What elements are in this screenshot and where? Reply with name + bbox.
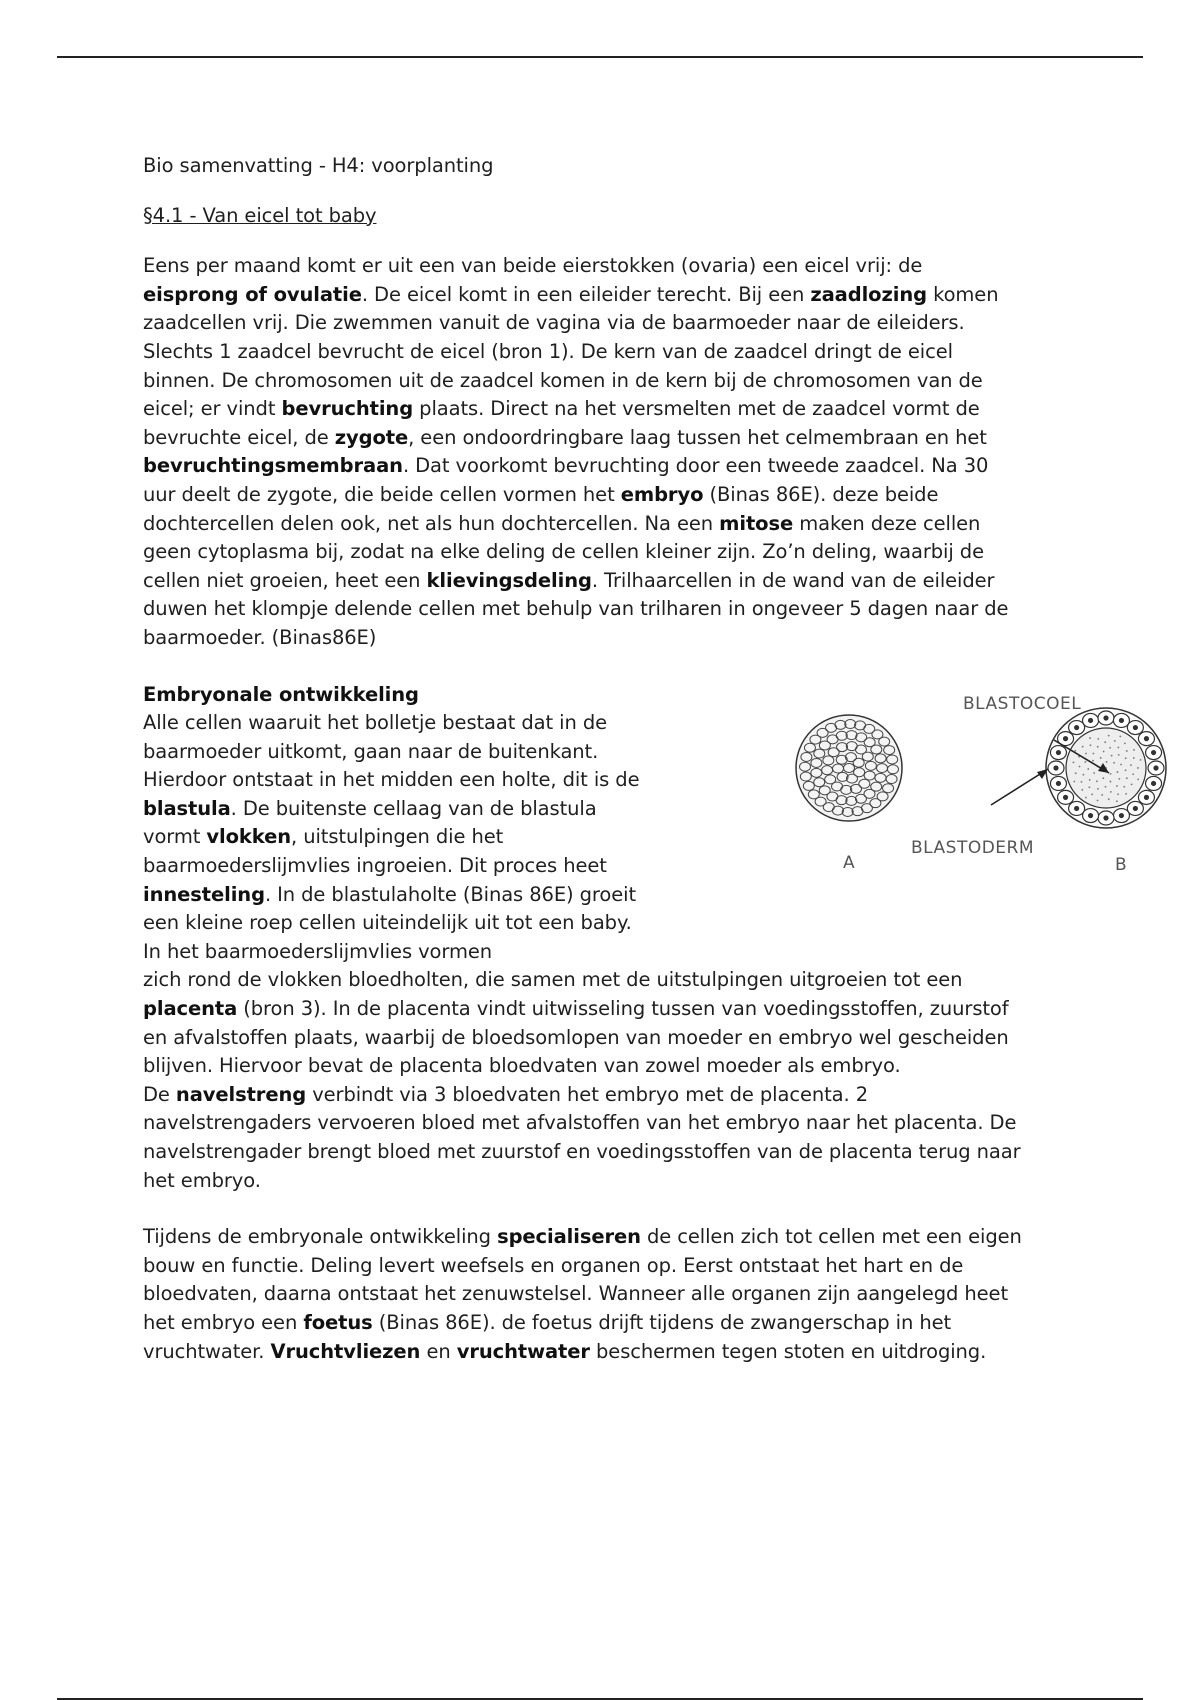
paragraph-placenta: zich rond de vlokken bloedholten, die samen met de uitstulpingen uitgroeien tot een placenta (bron 3). In de placenta vindt uitwisseling tussen van voedingsstoffen, zuurstof en afvalstoffen plaats, waarbij de bloedsomlopen van moeder en embryo wel gescheiden blijven. Hiervoor bevat de placenta bloedvaten van zowel moeder als embryo. xyxy=(143,968,1009,1078)
document-title: Bio samenvatting - H4: voorplanting xyxy=(143,154,494,177)
paragraph-specialisatie: Tijdens de embryonale ontwikkeling specialiseren de cellen zich tot cellen met een eigen bouw en functie. Deling levert weefsels en organen op. Eerst ontstaat het hart en de bloedvaten, daarna ontstaat het zenuwstelsel. Wanneer alle organen zijn aangelegd heet het embryo een foetus (Binas 86E). de foetus drijft tijdens de zwangerschap in het vruchtwater. Vruchtvliezen en vruchtwater beschermen tegen stoten en uitdroging. xyxy=(143,1225,1022,1363)
paragraph-blastula: Alle cellen waaruit het bolletje bestaat dat in de baarmoeder uitkomt, gaan naar de buitenkant. Hierdoor ontstaat in het midden een holte, dit is de blastula. De buitenste cellaag van de blastula vormt vlokken, uitstulpingen die het baarmoederslijmvlies ingroeien. Dit proces heet innesteling. In de blastulaholte (Binas 86E) groeit een kleine roep cellen uiteindelijk uit tot een baby. In het baarmoederslijmvlies vormen xyxy=(143,711,640,963)
morula-illustration xyxy=(796,715,902,821)
paragraph-bevruchting: Eens per maand komt er uit een van beide eierstokken (ovaria) een eicel vrij: de eisprong of ovulatie. De eicel komt in een eileider terecht. Bij een zaadlozing komen zaadcellen vrij. Die zwemmen vanuit de vagina via de baarmoeder naar de eileiders. Slechts 1 zaadcel bevrucht de eicel (bron 1). De kern van de zaadcel dringt de eicel binnen. De chromosomen uit de zaadcel komen in de kern bij de chromosomen van de eicel; er vindt bevruchting plaats. Direct na het versmelten met de zaadcel vormt de bevruchte eicel, de zygote, een ondoordringbare laag tussen het celmembraan en het bevruchtingsmembraan. Dat voorkomt bevruchting door een tweede zaadcel. Na 30 uur deelt de zygote, die beide cellen vormen het embryo (Binas 86E). deze beide dochtercellen delen ook, net als hun dochtercellen. Na een mitose maken deze cellen geen cytoplasma bij, zodat na elke deling de cellen kleiner zijn. Zo’n deling, waarbij de cellen niet groeien, heet een klievingsdeling. Trilhaarcellen in de wand van de eileider duwen het klompje delende cellen met behulp van trilharen in ongeveer 5 dagen naar de baarmoeder. (Binas86E) xyxy=(143,254,1009,649)
section-heading: §4.1 - Van eicel tot baby xyxy=(143,203,377,227)
label-blastoderm: BLASTODERM xyxy=(911,838,1035,858)
subheading-embryonale-ontwikkeling: Embryonale ontwikkeling xyxy=(143,682,419,706)
header-rule xyxy=(57,56,1143,58)
label-b: B xyxy=(1115,855,1128,875)
paragraph-navelstreng: De navelstreng verbindt via 3 bloedvaten het embryo met de placenta. 2 navelstrengaders vervoeren bloed met afvalstoffen van het embryo naar het placenta. De navelstrengader brengt bloed met zuurstof en voedingsstoffen van de placenta terug naar het embryo. xyxy=(143,1082,1021,1192)
label-blastocoel: BLASTOCOEL xyxy=(963,694,1082,714)
blastula-figure xyxy=(791,688,1176,878)
label-a: A xyxy=(843,853,856,873)
